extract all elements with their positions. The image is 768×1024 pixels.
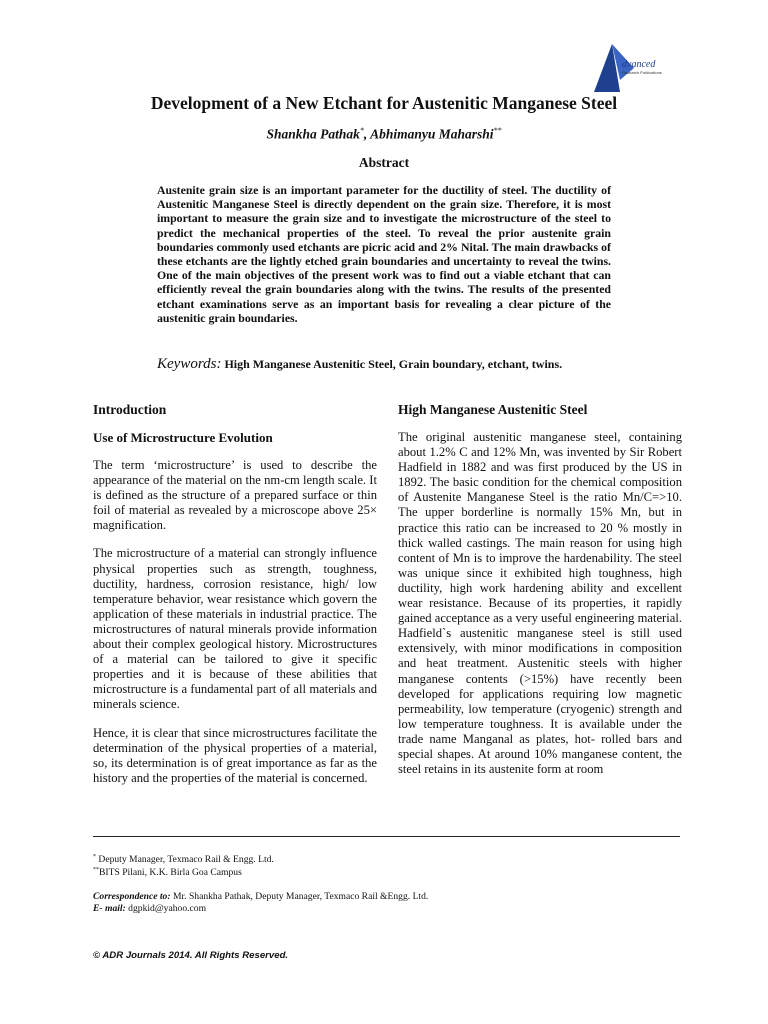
footnote-mark: **: [93, 867, 99, 873]
footnote-divider: [93, 836, 680, 837]
logo-subtext: Research Publications: [622, 70, 662, 75]
abstract-heading: Abstract: [358, 155, 410, 170]
microstructure-subheading: Use of Microstructure Evolution: [93, 430, 273, 445]
correspondence-text: Mr. Shankha Pathak, Deputy Manager, Texmaco Rail &Engg. Ltd.: [170, 891, 429, 902]
introduction-heading: Introduction: [93, 402, 167, 417]
footnote: [93, 864, 680, 879]
author-list: [0, 126, 768, 143]
journal-logo-mark: [590, 40, 680, 94]
author-name: Abhimanyu Maharshi: [370, 126, 494, 142]
keywords-label: Keywords:: [157, 356, 222, 372]
footnote-mark: *: [93, 854, 96, 860]
body-paragraph: Hence, it is clear that since microstructures facilitate the determination of the physical properties of a material, so, its determination is of great importance as far as the history and the properties of the material is concerned.: [93, 725, 377, 785]
correspondence-line: [93, 891, 693, 903]
author-separator: ,: [363, 126, 371, 142]
abstract-text: Austenite grain size is an important parameter for the ductility of steel. The ductility of Austenitic Manganese Steel is directly dependent on the grain size. Therefore, it is most important to measure the grain size and to investigate the microstructure of the steel to predict the mechanical properties of the steel. To reveal the prior austenite grain boundaries commonly used etchants are picric acid and 2% Nital. The main drawbacks of these etchants are the lightly etched grain boundaries and uncertainty to reveal the twins. One of the main objectives of the present work was to find out a viable etchant that can efficiently reveal the grain boundaries along with the twins. The results of the presented etchant examinations serve as an important basis for revealing a clear picture of the austenitic grain boundaries.: [157, 183, 611, 325]
email-line: [93, 903, 693, 915]
correspondence-block: [93, 891, 693, 915]
high-manganese-heading: High Manganese Austenitic Steel: [398, 402, 588, 417]
email-label: E- mail:: [93, 903, 126, 914]
author-mark: **: [493, 126, 502, 135]
keywords-text: High Manganese Austenitic Steel, Grain boundary, etchant, twins.: [224, 357, 563, 371]
journal-logo: [590, 40, 680, 94]
correspondence-label: Correspondence to:: [93, 891, 171, 902]
email-address: dgpkid@yahoo.com: [125, 903, 207, 914]
logo-text: dvanced: [622, 59, 656, 70]
body-paragraph: The microstructure of a material can strongly influence physical properties such as strength, toughness, ductility, hardness, corrosion resistance, high/ low temperature behavior, wear resistance which govern the application of these materials in industrial practice. The microstructures of natural minerals provide information about their complex geological history. Microstructures of a material can be tailored to give it specific properties and it is because of these abilities that microstructure is a fundamental part of all materials and minerals science.: [93, 546, 377, 712]
footnote-text: Deputy Manager, Texmaco Rail & Engg. Ltd.: [96, 854, 274, 866]
right-column: [398, 402, 682, 790]
author-name: Shankha Pathak: [266, 126, 360, 142]
keywords: [157, 357, 611, 372]
copyright-notice: © ADR Journals 2014. All Rights Reserved.: [93, 950, 289, 961]
left-column: [93, 402, 377, 799]
body-paragraph: The original austenitic manganese steel, containing about 1.2% C and 12% Mn, was invented by Sir Robert Hadfield in 1882 and was first produced by the US in 1892. The basic condition for the chemical composition of Austenite Manganese Steel is the ratio Mn/C=>10. The upper borderline is normally 15% Mn, but in practice this ratio can be increased to 20 % mostly in thick walled castings. The main reason for using high content of Mn is to improve the hardenability. The steel was unique since it exhibited high toughness, high ductility, high work hardening ability and excellent wear resistance. Because of its properties, it rapidly gained acceptance as a very useful engineering material. Hadfield`s austenitic manganese steel is still used extensively, with minor modifications in composition and heat treatment. Austenitic steels with higher manganese contents (>15%) have recently been developed for applications requiring low magnetic permeability, low temperature (cryogenic) strength and low temperature toughness. It is available under the trade name Manganal as plates, hot- rolled bars and special shapes. At around 10% manganese content, the steel retains in its austenite form at room: [398, 430, 682, 777]
author-mark: *: [359, 126, 364, 135]
footnote-text: BITS Pilani, K.K. Birla Goa Campus: [99, 867, 242, 879]
body-paragraph: The term ‘microstructure’ is used to describe the appearance of the material on the nm-cm length scale. It is defined as the structure of a prepared surface or thin foil of material as revealed by a microscope above 25× magnification.: [93, 458, 377, 533]
paper-title: Development of a New Etchant for Austenitic Manganese Steel: [150, 93, 618, 113]
